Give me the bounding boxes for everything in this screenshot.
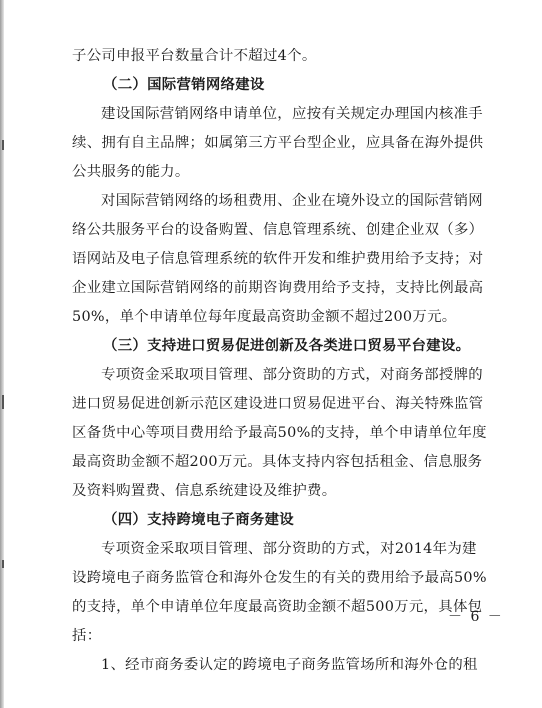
paragraph-line: 子公司申报平台数量合计不超过4个。 bbox=[72, 48, 317, 64]
paragraph-line: 进口贸易促进创新示范区建设进口贸易促进平台、海关特殊监管 bbox=[72, 396, 484, 412]
page-number: － 6 － bbox=[448, 609, 504, 625]
paragraph-line: 设跨境电子商务监管仓和海外仓发生的有关的费用给予最高50% bbox=[72, 570, 487, 586]
paragraph-line: 对国际营销网络的场租费用、企业在境外设立的国际营销网 bbox=[101, 193, 483, 209]
paragraph-line: 企业建立国际营销网络的前期咨询费用给予支持，支持比例最高 bbox=[72, 280, 484, 296]
section-heading: （三）支持进口贸易促进创新及各类进口贸易平台建设。 bbox=[103, 337, 471, 354]
paragraph-line: 络公共服务平台的设备购置、信息管理系统、创建企业双（多） bbox=[72, 222, 484, 238]
paragraph-line: 最高资助金额不超200万元。具体支持内容包括租金、信息服务 bbox=[72, 454, 483, 470]
paragraph-line: 50%，单个申请单位每年度最高资助金额不超过200万元。 bbox=[72, 309, 457, 325]
paragraph-line: 括： bbox=[72, 628, 102, 644]
paragraph-line: 续、拥有自主品牌；如属第三方平台型企业，应具备在海外提供 bbox=[72, 135, 484, 151]
paragraph-line: 及资料购置费、信息系统建设及维护费。 bbox=[72, 483, 337, 499]
paragraph-line: 公共服务的能力。 bbox=[72, 164, 190, 180]
paragraph-line: 区备货中心等项目费用给予最高50%的支持，单个申请单位年度 bbox=[72, 425, 487, 441]
paragraph-line: 专项资金采取项目管理、部分资助的方式，对2014年为建 bbox=[101, 541, 477, 557]
paragraph-line: 专项资金采取项目管理、部分资助的方式，对商务部授牌的 bbox=[101, 367, 483, 383]
section-heading: （四）支持跨境电子商务建设 bbox=[103, 511, 294, 528]
paragraph-line: 语网站及电子信息管理系统的软件开发和维护费用给予支持；对 bbox=[72, 251, 484, 267]
section-heading: （二）国际营销网络建设 bbox=[103, 76, 265, 93]
paragraph-line: 建设国际营销网络申请单位，应按有关规定办理国内核准手 bbox=[101, 106, 483, 122]
paragraph-line: 1、经市商务委认定的跨境电子商务监管场所和海外仓的租 bbox=[101, 657, 478, 673]
paragraph-line: 的支持，单个申请单位年度最高资助金额不超500万元，具体包 bbox=[72, 599, 483, 615]
